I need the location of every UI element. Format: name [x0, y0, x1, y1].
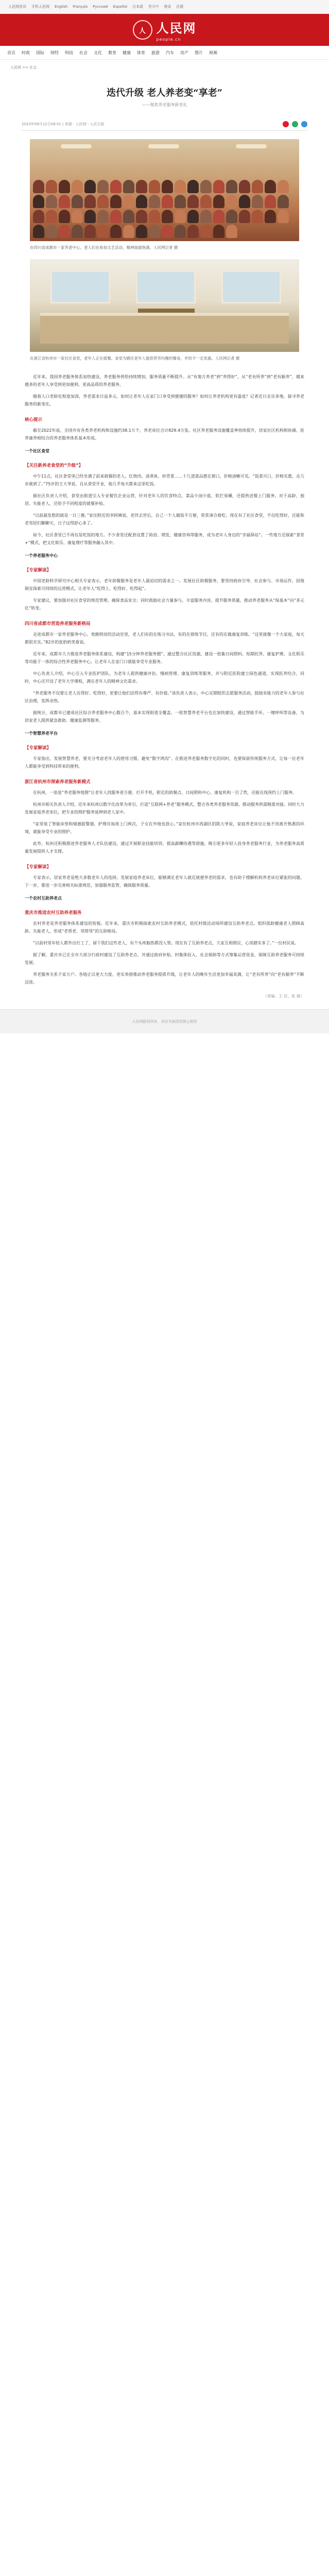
section-heading: 重庆市推进农村互助养老服务	[25, 910, 82, 916]
nav-item[interactable]: 时政	[22, 50, 30, 55]
section-heading: 四川省成都市营造养老服务新格局	[25, 621, 91, 626]
top-link-bar	[0, 0, 329, 14]
weibo-share-icon[interactable]	[283, 121, 289, 127]
body-paragraph: 近年来，我国养老服务体系加快建设，养老服务供给持续增加，服务质量不断提升。从“有地方养老”到“养得好”，从“老有所养”到“老有颐养”，越来越多的老年人享受到更加便利、更高品质的养老服务。	[25, 375, 304, 387]
body-paragraph: 中国老龄科学研究中心相关专家表示，老年助餐服务是老年人最迫切的需求之一。发展社区助餐服务，要坚持政府引导、社会参与、市场运作，因地制宜探索可持续的运营模式，让老年人“吃得上、吃得好、吃得起”。	[25, 579, 304, 591]
body-paragraph: 截至2022年底，全国共有各类养老机构和设施约38.1万个，养老床位合计829.4万张。社区养老服务设施覆盖率持续提升，居家社区机构相协调、医养康养相结合的养老服务体系基本形成。	[25, 428, 304, 440]
body-paragraph: 据社区负责人介绍，食堂由街道引入专业餐饮企业运营，针对老年人的饮食特点，菜品少油少盐、软烂易嚼，还提供送餐上门服务。对于高龄、独居、失能老人，还给予不同程度的就餐补贴。	[25, 494, 304, 506]
body-paragraph: 据了解，重庆市已在全市大部分行政村建设了互助养老点，并通过政府补贴、村集体投入、社会捐助等方式筹集运营资金，保障互助养老服务可持续发展。	[25, 953, 304, 965]
share-buttons	[283, 121, 307, 127]
nav-item[interactable]: 旅游	[151, 50, 160, 55]
nav-item[interactable]: 健康	[123, 50, 131, 55]
logo-seal-icon: 人	[133, 20, 152, 40]
body-paragraph: 养老服务关系千家万户。各地正以更大力度、更实举措推动养老服务提质升级，让老年人的晚年生活更加幸福美满，让“老有所养”向“老有颐养”不断迈进。	[25, 972, 304, 985]
top-link[interactable]: 人民网首页	[8, 5, 26, 9]
section-heading: 【专家解读】	[25, 865, 51, 870]
page-footer	[0, 1009, 329, 1033]
nav-item[interactable]: 视频	[209, 50, 217, 55]
top-link[interactable]: English	[55, 5, 68, 9]
body-paragraph: 如今，社区食堂已不再仅是吃饭的地方。不少食堂还配套设置了助浴、理发、健康咨询等服务，成为老年人身边的“幸福驿站”。一些地方还探索“食堂+”模式，把文化娱乐、康复理疗等服务融入其中。	[25, 533, 304, 545]
breadcrumb[interactable]: 人民网 >> 社会	[10, 65, 37, 70]
figure-2	[30, 259, 299, 362]
nav-item[interactable]: 体育	[137, 50, 145, 55]
main-nav	[0, 46, 329, 60]
top-link[interactable]: 日本語	[132, 5, 143, 9]
top-link[interactable]: 한국어	[148, 5, 159, 9]
body-paragraph: “以前最发愁的就是一日三餐。”家住附近的李阿姨说，老伴去世后，自己一个人做饭不方便，常常凑合着吃。现在有了社区食堂，不仅吃得好，还能和老邻居们聊聊天，日子过得舒心多了。	[25, 513, 304, 526]
article-source-time: 2023年09月12日08:01 | 来源：人民网－人民日报	[22, 122, 105, 126]
body-paragraph: 此外，杭州还积极推进养老服务人才队伍建设，通过开展职业技能培训、提高薪酬待遇等措施，吸引更多年轻人投身养老服务行业，为养老服务高质量发展提供人才支撑。	[25, 841, 304, 854]
body-paragraph: “家里装了智能床垫和烟感报警器，护理员每周上门两次，子女在外地也放心。”家住杭州市西湖区的陈大爷说，家庭养老床位让他不用离开熟悉的环境，就能享受专业的照护。	[25, 822, 304, 834]
site-domain: people.cn	[156, 37, 181, 42]
editor-credit: （责编：王 佳、张 敏）	[263, 994, 304, 998]
section-heading: 【专家解读】	[25, 568, 51, 573]
article-meta	[22, 121, 307, 131]
nav-item[interactable]: 国际	[36, 50, 44, 55]
article-title: 迭代升级 老人养老变“享老”	[107, 88, 222, 98]
top-link[interactable]: Français	[73, 5, 88, 9]
nav-item[interactable]: 财经	[50, 50, 59, 55]
site-logo[interactable]	[133, 18, 197, 42]
body-paragraph: “以前村里年轻人都外出打工了，留下我们这些老人，有个头疼脑热都没人管。现在有了互助养老点，大家互相照应，心里踏实多了。”一位村民说。	[33, 941, 299, 945]
body-paragraph: “养老服务不仅要让老人住得好、吃得好，更要让他们活得有尊严、有价值。”该负责人表示，中心定期组织志愿服务活动，鼓励有能力的老年人参与社区治理，发挥余热。	[25, 691, 304, 703]
body-paragraph: 据统计，成都市已建成社区综合养老服务中心数百个，基本实现街道全覆盖。一批智慧养老平台也在加快建设，通过智能手环、一键呼叫等设备，为居家老人提供紧急救助、健康监测等服务。	[25, 710, 304, 723]
section-heading: 一个智慧养老平台	[25, 731, 58, 736]
nav-item[interactable]: 汽车	[166, 50, 174, 55]
body-paragraph: 专家指出，发展智慧养老，要充分考虑老年人的使用习惯，避免“数字鸿沟”。在推进养老服务数字化的同时，也要保留传统服务方式，让每一位老年人都能享受到科技带来的便利。	[25, 756, 304, 769]
nav-item[interactable]: 科技	[65, 50, 73, 55]
top-link[interactable]: 登录	[164, 5, 171, 9]
section-heading: 浙江省杭州市探索养老服务新模式	[25, 779, 91, 785]
body-paragraph: 农村养老是养老服务体系建设的短板。近年来，重庆市积极探索农村互助养老模式，依托村级活动场所建设互助养老点，组织低龄健康老人照顾高龄、失能老人，形成“老帮老、邻帮邻”的互助格局。	[25, 921, 304, 934]
section-heading: 一个养老服务中心	[25, 553, 58, 558]
section-heading: 一个农村互助养老点	[25, 896, 62, 901]
figure-2-caption: 在浙江省杭州市一家社区食堂，老年人正在就餐。食堂为辖区老年人提供营养均衡的餐食，并给予一定优惠。人民网记者 摄	[30, 356, 240, 361]
photo-community-canteen	[30, 259, 299, 352]
nav-item[interactable]: 社会	[79, 50, 88, 55]
qq-share-icon[interactable]	[301, 121, 307, 127]
section-heading: 核心提示	[25, 417, 43, 422]
article-subtitle: ——聚焦养老服务新变化	[142, 103, 187, 107]
body-paragraph: 在杭州，一张张“养老服务地图”让老年人找服务更方便。打开手机，附近的助餐点、日间照料中心、康复机构一目了然，还能在线预约上门服务。	[33, 790, 297, 795]
nav-item[interactable]: 教育	[108, 50, 116, 55]
masthead	[0, 14, 329, 46]
nav-item[interactable]: 文化	[94, 50, 102, 55]
top-link[interactable]: 手机人民网	[31, 5, 49, 9]
copyright-text: 人民网版权所有，未经书面授权禁止使用	[132, 1020, 197, 1024]
top-link[interactable]: 注册	[176, 5, 184, 9]
site-name: 人民网	[156, 21, 197, 36]
body-paragraph: 走进成都市一家养老服务中心，宽敞明亮的活动室里，老人们有的在练习书法，有的在排练节目，还有的在做康复训练。“这里就像一个大家庭，每天都很充实。”82岁的张奶奶笑着说。	[25, 632, 304, 645]
top-link[interactable]: Русский	[93, 5, 108, 9]
section-heading: 一个社区食堂	[25, 449, 49, 453]
body-paragraph: 专家表示，居家养老是绝大多数老年人的选择。发展家庭养老床位，能够满足老年人就近就便养老的需求，也有助于缓解机构养老床位紧张的问题。下一步，要进一步完善相关标准规范，加强服务监管，确保服务质量。	[25, 875, 304, 888]
wechat-share-icon[interactable]	[292, 121, 298, 127]
body-paragraph: 近年来，成都市大力推进养老服务体系建设，构建“15分钟养老服务圈”。通过整合社区资源，建设一批集日间照料、短期托养、康复护理、文化娱乐等功能于一体的综合性养老服务中心，让老年人在家门口就能享受专业服务。	[25, 652, 304, 664]
top-link[interactable]: Español	[113, 5, 127, 9]
body-paragraph: 杭州市相关负责人介绍，近年来杭州以数字化改革为牵引，打造“互联网+养老”服务模式，整合各类养老服务资源，推动服务供需精准对接。同时大力发展家庭养老床位，把专业的照护服务延伸到老人家中。	[25, 802, 304, 815]
body-paragraph: 中心负责人介绍，中心引入专业医护团队，为老年人提供健康评估、慢病管理、康复训练等服务，并与附近医院建立绿色通道，实现医养结合。同时，中心还开设了老年大学课程，满足老年人的精神文化需求。	[25, 671, 304, 684]
photo-seniors-activity	[30, 139, 299, 241]
body-paragraph: 中午11点，社区食堂里已经坐满了前来就餐的老人。红烧肉、清蒸鱼、炒青菜……十几道菜品摆在窗口，价格清晰可见。“饭菜可口，价格实惠，走几步就到了。”75岁的王大爷说，自从食堂开业，他几乎每天都来这里吃饭。	[25, 474, 304, 486]
body-paragraph: 随着人口老龄化程度加深，养老需求日益多元。如何让老年人在家门口享受到便捷的服务？如何让养老机构更有温度？记者近日走访多地，探寻养老服务的新变化。	[25, 394, 304, 406]
nav-item[interactable]: 图片	[195, 50, 203, 55]
section-heading: 【关注新养老食堂的“升级”】	[25, 463, 83, 468]
article-body	[25, 373, 304, 986]
figure-1-caption: 在四川省成都市一家养老中心，老人们在参加文艺活动，精神面貌饱满。人民网记者 摄	[30, 245, 178, 250]
section-heading: 【专家解读】	[25, 745, 51, 751]
body-paragraph: 专家建议，要加强对社区食堂的规范管理，确保食品安全；同时鼓励社会力量参与，丰富服务内容，提升服务质量，推动养老服务从“保基本”向“多元化”转变。	[25, 598, 304, 611]
nav-item[interactable]: 首页	[7, 50, 15, 55]
figure-1	[30, 139, 299, 251]
nav-item[interactable]: 房产	[180, 50, 188, 55]
